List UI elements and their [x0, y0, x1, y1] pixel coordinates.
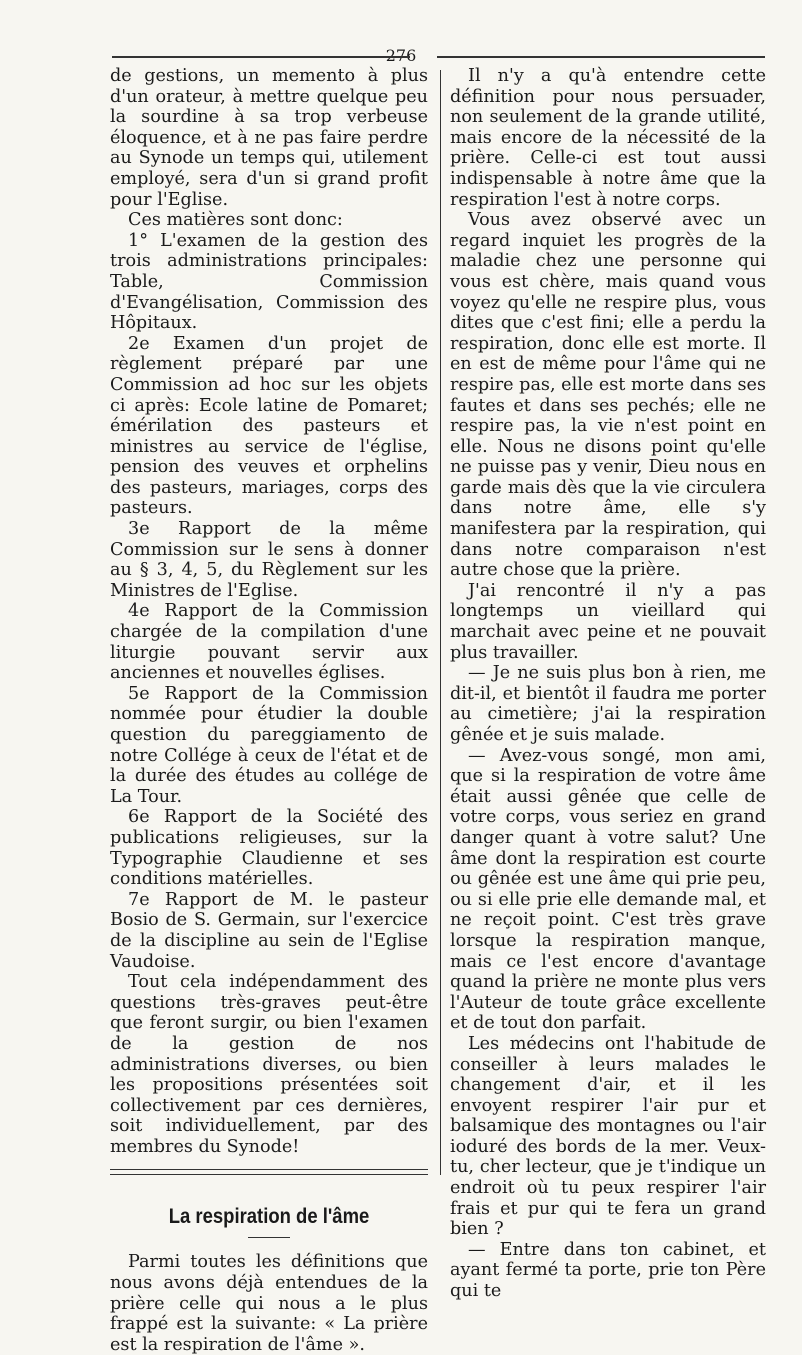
paragraph: J'ai rencontré il n'y a pas longtemps un vieillard qui marchait avec peine et ne pouvait plus travailler.	[450, 580, 766, 663]
list-item: 4e Rapport de la Commission chargée de la compilation d'une liturgie pouvant servir aux anciennes et nouvelles églises.	[110, 601, 428, 684]
dialogue-line: — Avez-vous songé, mon ami, que si la respiration de votre âme était aussi gênée que celle de votre corps, vous seriez en grand danger quant à votre salut? Une âme dont la respiration est courte ou gênée est une âme qui prie peu, ou si elle prie elle demande mal, et ne reçoit point. C'est très grave lorsque la respiration manque, mais ce l'est encore d'avantage quand la prière ne monte plus vers l'Auteur de toute grâce excellente et de tout don parfait.	[450, 745, 766, 1034]
list-item: 7e Rapport de M. le pasteur Bosio de S. Germain, sur l'exercice de la discipline au sein de l'Eglise Vaudoise.	[110, 889, 428, 972]
section-separator	[110, 1169, 428, 1175]
list-item: 2e Examen d'un projet de règlement préparé par une Commission ad hoc sur les objets ci après: Ecole latine de Pomaret; émérilation des pasteurs et ministres au service de l'église, pension des veuves et orphelins des pasteurs, mariages, corps des pasteurs.	[110, 333, 428, 519]
paragraph: Les médecins ont l'habitude de conseiller à leurs malades le changement d'air, et il les envoyent respirer l'air pur et balsamique des montagnes ou l'air ioduré des bords de la mer. Veux-tu, cher lecteur, que je t'indique un endroit où tu peux respirer l'air frais et pur qui te fera un grand bien ?	[450, 1033, 766, 1240]
list-item: 3e Rapport de la même Commission sur le sens à donner au § 3, 4, 5, du Règlement sur les Ministres de l'Eglise.	[110, 519, 428, 601]
list-item: 1° L'examen de la gestion des trois administrations principales: Table, Commission d'Evangélisation, Commission des Hôpitaux.	[110, 230, 428, 334]
paragraph: Il n'y a qu'à entendre cette définition pour nous persuader, non seulement de la grande utilité, mais encore de la nécessité de la prière. Celle-ci est tout aussi indispensable à notre âme que la respiration l'est à notre corps.	[450, 66, 766, 210]
paragraph: Ces matières sont donc:	[128, 210, 343, 231]
left-column	[110, 66, 428, 1355]
paragraph: Parmi toutes les définitions que nous avons déjà entendues de la prière celle qui nous a le plus frappé est la suivante: « La prière est la respiration de l'âme ».	[110, 1252, 428, 1355]
right-column	[450, 66, 766, 1302]
header-rule-right	[437, 56, 765, 58]
article-title: La respiration de l'âme	[168, 1205, 370, 1229]
paragraph: Tout cela indépendamment des questions très-graves peut-être que feront surgir, ou bien l'examen de la gestion de nos administrations diverses, ou bien les propositions présentées soit collectivement par ces dernières, soit individuellement, par des membres du Synode!	[110, 972, 428, 1157]
page-number: 276	[385, 46, 417, 65]
dialogue-line: — Entre dans ton cabinet, et ayant fermé ta porte, prie ton Père qui te	[450, 1239, 766, 1302]
list-item: 5e Rapport de la Commission nommée pour étudier la double question du pareggiamento de notre Collége à ceux de l'état et de la durée des études au collége de La Tour.	[110, 683, 428, 807]
header-rule-left	[112, 56, 410, 58]
list-item: 6e Rapport de la Société des publications religieuses, sur la Typographie Claudienne et ses conditions matérielles.	[110, 807, 428, 890]
paragraph: de gestions, un memento à plus d'un orateur, à mettre quelque peu la sourdine à sa trop verbeuse éloquence, et à ne pas faire perdre au Synode un temps qui, utilement employé, sera d'un si grand profit pour l'Eglise.	[110, 66, 428, 210]
dialogue-line: — Je ne suis plus bon à rien, me dit-il, et bientôt il faudra me porter au cimetière; j'ai la respiration gênée et je suis malade.	[450, 663, 766, 745]
column-divider	[440, 70, 441, 1175]
paragraph: Vous avez observé avec un regard inquiet les progrès de la maladie chez une personne qui vous est chère, mais quand vous voyez qu'elle ne respire plus, vous dites que c'est fini; elle a perdu la respiration, donc elle est morte. Il en est de même pour l'âme qui ne respire pas, elle est morte dans ses fautes et dans ses pechés; elle ne respire pas, la vie n'est point en elle. Nous ne disons point qu'elle ne puisse pas y venir, Dieu nous en garde mais dès que la vie circulera dans notre âme, elle s'y manifestera par la respiration, qui dans notre comparaison n'est autre chose que la prière.	[450, 210, 766, 581]
title-rule	[248, 1237, 290, 1238]
